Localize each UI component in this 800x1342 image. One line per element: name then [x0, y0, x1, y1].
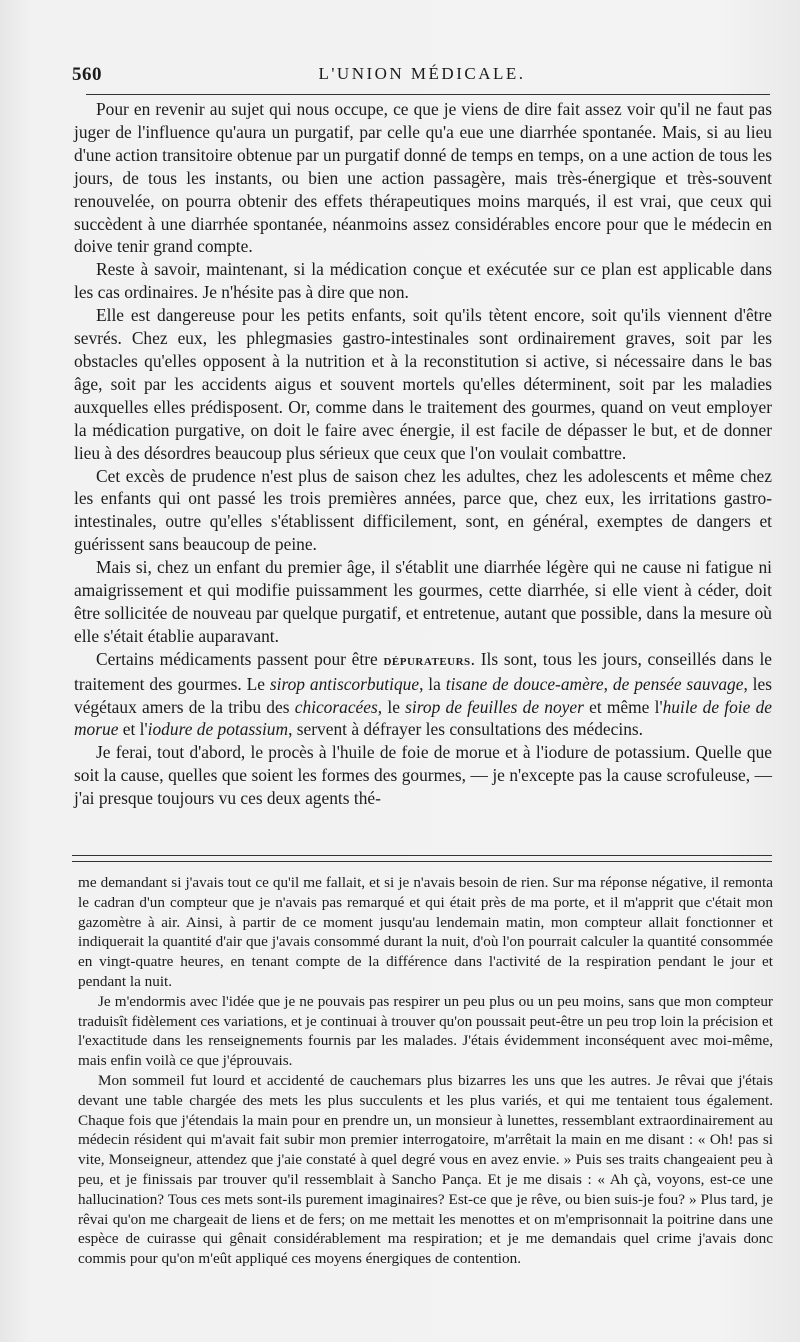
paragraph-3: Elle est dangereuse pour les petits enfants, soit qu'ils tètent encore, soit qu'ils viennent d'être sevrés. Chez eux, les phlegmasies gastro-intestinales sont ordinairement graves, soit par les obstacles qu'elles opposent à la nutrition et à la reconstitution si active, si nécessaire dans le bas âge, soit par les accidents aigus et souvent mortels qu'elles déterminent, soit par les maladies auxquelles elles prédisposent. Or, comme dans le traitement des gourmes, quand on veut employer la médication purgative, on doit le faire avec énergie, il est facile de dépasser le but, et de donner lieu à des désordres beaucoup plus sérieux que ceux que l'on voulait combattre. — [74, 305, 772, 463]
main-text — [74, 98, 772, 810]
remedy-name: tisane de douce-amère — [445, 673, 604, 694]
paragraph-1: Pour en revenir au sujet qui nous occupe, ce que je viens de dire fait assez voir qu'il ne faut pas juger de l'influence qu'aura un purgatif, par celle qu'a eue une diarrhée spontanée. Mais, si au lieu d'une action transitoire obtenue par un purgatif donné de temps en temps, on a une action de tous les jours, de tous les instants, ou bien une action passagère, mais très-énergique et très-souvent renouvelée, on pourra obtenir des effets thérapeutiques moins marqués, il est vrai, que ceux qui succèdent à une diarrhée spontanée, néanmoins assez considérables encore pour que le médecin en doive tenir grand compte. — [74, 99, 772, 257]
paragraph-2: Reste à savoir, maintenant, si la médication conçue et exécutée sur ce plan est applicable dans les cas ordinaires. Je n'hésite pas à dire que non. — [74, 259, 772, 303]
remedy-name: iodure de potassium — [147, 719, 289, 740]
paragraph-6-text: , — [603, 673, 613, 694]
running-title: L'UNION MÉDICALE. — [318, 64, 526, 83]
feuilleton-paragraph-1: me demandant si j'avais tout ce qu'il me fallait, et si je n'avais besoin de rien. Sur ma réponse négative, il remonta le cadran d'un compteur que je n'avais pas remarqué et qui était près de ma porte, et il m'apprit que c'était mon gazomètre à air. Ainsi, à partir de ce moment jusqu'au lendemain matin, mon compteur allait fonctionner et indiquerait la quantité d'air que j'avais consommé durant la nuit, d'où l'on pourrait calculer la quantité consommée en vingt-quatre heures, en tenant compte de la différence dans l'activité de la respiration pendant le jour et pendant la nuit. — [78, 874, 773, 990]
remedy-name: huile de foie de morue — [74, 696, 773, 740]
paragraph-4: Cet excès de prudence n'est plus de saison chez les adultes, chez les adolescents et même chez les enfants qui ont passé les trois premières années, parce que, chez eux, les irritations gastro-intestinales, outre qu'elles s'établissent difficilement, sont, en général, exemptes de dangers et guérissent sans beaucoup de peine. — [74, 465, 772, 555]
feuilleton-paragraph-3: Mon sommeil fut lourd et accidenté de cauchemars plus bizarres les uns que les autres. Je rêvai que j'étais devant une table chargée des mets les plus succulents et les plus variés, et qui me tentaient tous également. Chaque fois que j'étendais la main pour en prendre un, un monsieur à lunettes, ressemblant extraordinairement au médecin résident qui m'avait fait subir mon premier interrogatoire, m'arrêtait la main en me disant : « Oh! pas si vite, Monseigneur, attendez que j'aie constaté à quel degré vous en avez envie. » Puis ses traits changeaient peu à peu, et je finissais par trouver qu'il ressemblait à Sancho Pança. Et je me disais : « Ah çà, voyons, est-ce une hallucination? Tous ces mets sont-ils purement imaginaires? Est-ce que je rêve, ou bien suis-je fou? » Plus tard, je rêvai qu'on me chargeait de liens et de fers; on me mettait les menottes et on m'emprisonnait la poitrine dans une espèce de cuirasse qui gênait considérablement ma respiration; et je me demandais quel crime j'avais donc commis pour qu'on m'eût appliqué ces moyens énergiques de contention. — [78, 1071, 773, 1268]
paragraph-7: Je ferai, tout d'abord, le procès à l'huile de foie de morue et à l'iodure de potassium. Quelle que soit la cause, quelles que soient les formes des gourmes, — je n'excepte pas la cause scrofuleuse, — j'ai presque toujours vu ces deux agents thé- — [74, 742, 772, 809]
paragraph-6-text: , servent à défrayer les consultations des médecins. — [288, 719, 644, 740]
paragraph-6-text: , la — [419, 673, 446, 694]
paragraph-6 — [74, 648, 772, 742]
paragraph-6-text: , les végétaux amers de la tribu des — [74, 673, 773, 717]
remedy-name: chicoracées — [294, 696, 378, 717]
remedy-name: sirop antiscorbutique — [269, 673, 420, 694]
paragraph-6-text: , le — [377, 696, 406, 717]
page-number: 560 — [72, 64, 102, 85]
header-rule — [86, 94, 770, 95]
depurateurs-term: dépurateurs — [383, 652, 471, 669]
feuilleton-paragraph-2: Je m'endormis avec l'idée que je ne pouvais pas respirer un peu plus ou un peu moins, sans que mon compteur traduisît fidèlement ces variations, et je continuai à trouver qu'on poussait peut-être un peu trop loin la précision et l'exactitude dans les renseignements fournis par les malades. J'étais évidemment inconséquent avec moi-même, mais enfin voilà ce que j'éprouvais. — [78, 992, 773, 1070]
remedy-name: sirop de feuilles de noyer — [405, 696, 584, 717]
feuilleton-text — [78, 873, 773, 1269]
paragraph-6-text: . Ils sont, tous les jours, conseillés dans le traitement des gourmes. Le — [74, 648, 772, 694]
feuilleton-rule — [72, 855, 772, 862]
paragraph-6-text: et l' — [118, 719, 148, 740]
paragraph-6-text: et même l' — [583, 696, 663, 717]
paragraph-5: Mais si, chez un enfant du premier âge, il s'établit une diarrhée légère qui ne cause ni fatigue ni amaigrissement et qui modifie puissamment les gourmes, cette diarrhée, si elle vient à céder, doit être sollicitée de nouveau par quelque purgatif, et entretenue, autant que possible, dans la mesure où elle s'était établie auparavant. — [74, 557, 772, 646]
paragraph-6-text: Certains médicaments passent pour être — [96, 648, 384, 669]
page-header — [72, 58, 772, 88]
remedy-name: de pensée sauvage — [612, 673, 744, 694]
